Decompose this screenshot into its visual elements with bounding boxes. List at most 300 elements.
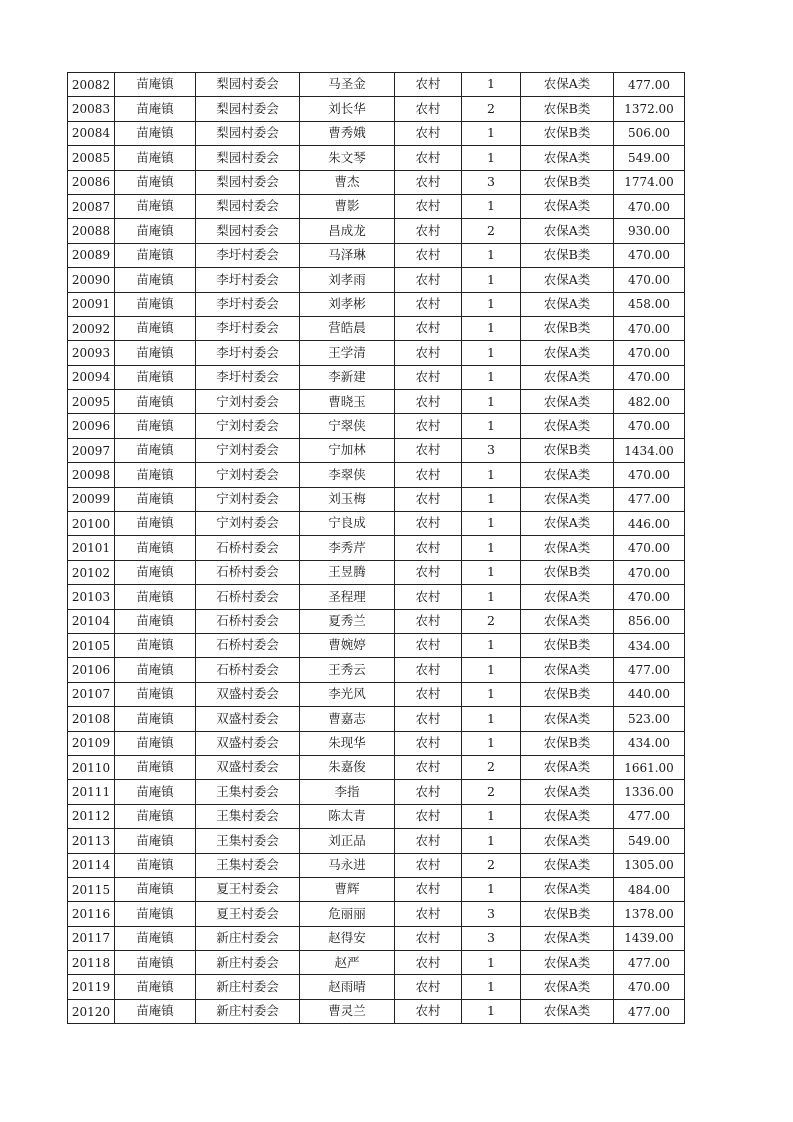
cell-village: 梨园村委会 <box>196 219 300 243</box>
cell-village: 宁刘村委会 <box>196 487 300 511</box>
cell-name: 李新建 <box>300 365 395 389</box>
cell-town: 苗庵镇 <box>115 365 196 389</box>
table-row <box>68 755 685 779</box>
cell-amount: 930.00 <box>614 219 685 243</box>
cell-id: 20103 <box>68 585 115 609</box>
cell-amount: 470.00 <box>614 243 685 267</box>
cell-id: 20105 <box>68 633 115 657</box>
cell-household-type: 农村 <box>395 243 462 267</box>
cell-count: 1 <box>462 975 521 999</box>
table-row <box>68 536 685 560</box>
cell-category: 农保A类 <box>521 707 614 731</box>
cell-amount: 856.00 <box>614 609 685 633</box>
cell-id: 20093 <box>68 341 115 365</box>
cell-category: 农保A类 <box>521 365 614 389</box>
cell-name: 曹影 <box>300 194 395 218</box>
cell-village: 梨园村委会 <box>196 146 300 170</box>
cell-name: 圣程理 <box>300 585 395 609</box>
cell-name: 朱文琴 <box>300 146 395 170</box>
cell-town: 苗庵镇 <box>115 804 196 828</box>
cell-count: 3 <box>462 926 521 950</box>
cell-town: 苗庵镇 <box>115 731 196 755</box>
cell-village: 石桥村委会 <box>196 536 300 560</box>
cell-id: 20090 <box>68 268 115 292</box>
cell-category: 农保B类 <box>521 633 614 657</box>
cell-household-type: 农村 <box>395 438 462 462</box>
cell-category: 农保B类 <box>521 97 614 121</box>
cell-amount: 470.00 <box>614 560 685 584</box>
cell-town: 苗庵镇 <box>115 536 196 560</box>
cell-name: 曹嘉志 <box>300 707 395 731</box>
cell-count: 1 <box>462 633 521 657</box>
table-row <box>68 585 685 609</box>
cell-category: 农保A类 <box>521 463 614 487</box>
cell-amount: 549.00 <box>614 146 685 170</box>
cell-amount: 477.00 <box>614 804 685 828</box>
cell-town: 苗庵镇 <box>115 512 196 536</box>
cell-id: 20112 <box>68 804 115 828</box>
cell-town: 苗庵镇 <box>115 414 196 438</box>
cell-id: 20118 <box>68 951 115 975</box>
cell-category: 农保B类 <box>521 682 614 706</box>
cell-category: 农保A类 <box>521 194 614 218</box>
cell-count: 1 <box>462 536 521 560</box>
beneficiary-table <box>67 72 685 1024</box>
cell-household-type: 农村 <box>395 341 462 365</box>
cell-village: 夏王村委会 <box>196 902 300 926</box>
cell-category: 农保A类 <box>521 755 614 779</box>
cell-household-type: 农村 <box>395 877 462 901</box>
cell-household-type: 农村 <box>395 804 462 828</box>
cell-id: 20100 <box>68 512 115 536</box>
cell-category: 农保B类 <box>521 902 614 926</box>
cell-name: 曹秀娥 <box>300 121 395 145</box>
table-row <box>68 414 685 438</box>
cell-household-type: 农村 <box>395 170 462 194</box>
cell-name: 刘孝彬 <box>300 292 395 316</box>
cell-village: 宁刘村委会 <box>196 463 300 487</box>
cell-count: 1 <box>462 951 521 975</box>
cell-count: 1 <box>462 585 521 609</box>
cell-id: 20106 <box>68 658 115 682</box>
cell-town: 苗庵镇 <box>115 585 196 609</box>
cell-household-type: 农村 <box>395 633 462 657</box>
cell-amount: 470.00 <box>614 975 685 999</box>
cell-count: 2 <box>462 219 521 243</box>
document-sheet <box>67 72 685 1024</box>
table-row <box>68 316 685 340</box>
cell-count: 1 <box>462 341 521 365</box>
cell-town: 苗庵镇 <box>115 780 196 804</box>
cell-count: 1 <box>462 316 521 340</box>
cell-count: 1 <box>462 731 521 755</box>
cell-town: 苗庵镇 <box>115 316 196 340</box>
cell-id: 20101 <box>68 536 115 560</box>
cell-village: 李圩村委会 <box>196 316 300 340</box>
cell-town: 苗庵镇 <box>115 877 196 901</box>
cell-count: 1 <box>462 877 521 901</box>
table-row <box>68 829 685 853</box>
cell-id: 20097 <box>68 438 115 462</box>
cell-household-type: 农村 <box>395 926 462 950</box>
table-row <box>68 804 685 828</box>
cell-household-type: 农村 <box>395 316 462 340</box>
cell-town: 苗庵镇 <box>115 999 196 1023</box>
cell-amount: 477.00 <box>614 487 685 511</box>
cell-id: 20087 <box>68 194 115 218</box>
cell-village: 双盛村委会 <box>196 682 300 706</box>
cell-amount: 1774.00 <box>614 170 685 194</box>
cell-category: 农保A类 <box>521 609 614 633</box>
cell-name: 刘正品 <box>300 829 395 853</box>
cell-name: 王昱腾 <box>300 560 395 584</box>
cell-count: 1 <box>462 658 521 682</box>
cell-town: 苗庵镇 <box>115 829 196 853</box>
cell-household-type: 农村 <box>395 585 462 609</box>
table-row <box>68 633 685 657</box>
cell-amount: 470.00 <box>614 414 685 438</box>
cell-amount: 470.00 <box>614 585 685 609</box>
cell-id: 20094 <box>68 365 115 389</box>
cell-name: 朱嘉俊 <box>300 755 395 779</box>
cell-name: 李翠侠 <box>300 463 395 487</box>
cell-village: 梨园村委会 <box>196 170 300 194</box>
cell-household-type: 农村 <box>395 292 462 316</box>
cell-amount: 470.00 <box>614 194 685 218</box>
table-body <box>68 73 685 1024</box>
cell-count: 1 <box>462 999 521 1023</box>
cell-household-type: 农村 <box>395 731 462 755</box>
cell-name: 朱现华 <box>300 731 395 755</box>
table-row <box>68 463 685 487</box>
cell-category: 农保A类 <box>521 999 614 1023</box>
cell-town: 苗庵镇 <box>115 609 196 633</box>
cell-id: 20116 <box>68 902 115 926</box>
cell-category: 农保A类 <box>521 219 614 243</box>
cell-household-type: 农村 <box>395 463 462 487</box>
cell-household-type: 农村 <box>395 658 462 682</box>
cell-id: 20119 <box>68 975 115 999</box>
cell-village: 王集村委会 <box>196 804 300 828</box>
cell-name: 曹婉婷 <box>300 633 395 657</box>
cell-village: 王集村委会 <box>196 853 300 877</box>
cell-name: 刘玉梅 <box>300 487 395 511</box>
cell-count: 1 <box>462 365 521 389</box>
cell-amount: 482.00 <box>614 390 685 414</box>
cell-category: 农保A类 <box>521 146 614 170</box>
cell-id: 20091 <box>68 292 115 316</box>
cell-count: 1 <box>462 121 521 145</box>
cell-amount: 1378.00 <box>614 902 685 926</box>
cell-amount: 1305.00 <box>614 853 685 877</box>
cell-name: 赵得安 <box>300 926 395 950</box>
table-row <box>68 682 685 706</box>
cell-name: 危丽丽 <box>300 902 395 926</box>
cell-household-type: 农村 <box>395 951 462 975</box>
cell-id: 20107 <box>68 682 115 706</box>
cell-name: 刘孝雨 <box>300 268 395 292</box>
table-row <box>68 487 685 511</box>
cell-count: 1 <box>462 560 521 584</box>
cell-town: 苗庵镇 <box>115 951 196 975</box>
cell-household-type: 农村 <box>395 536 462 560</box>
cell-amount: 458.00 <box>614 292 685 316</box>
cell-id: 20085 <box>68 146 115 170</box>
cell-name: 昌成龙 <box>300 219 395 243</box>
cell-household-type: 农村 <box>395 73 462 97</box>
cell-id: 20120 <box>68 999 115 1023</box>
table-row <box>68 73 685 97</box>
cell-household-type: 农村 <box>395 219 462 243</box>
cell-village: 梨园村委会 <box>196 73 300 97</box>
cell-name: 赵严 <box>300 951 395 975</box>
cell-category: 农保A类 <box>521 780 614 804</box>
cell-count: 2 <box>462 97 521 121</box>
table-row <box>68 219 685 243</box>
table-row <box>68 170 685 194</box>
cell-category: 农保B类 <box>521 170 614 194</box>
cell-household-type: 农村 <box>395 512 462 536</box>
table-row <box>68 951 685 975</box>
cell-name: 马圣金 <box>300 73 395 97</box>
cell-village: 宁刘村委会 <box>196 438 300 462</box>
cell-id: 20113 <box>68 829 115 853</box>
table-row <box>68 731 685 755</box>
cell-town: 苗庵镇 <box>115 438 196 462</box>
cell-household-type: 农村 <box>395 414 462 438</box>
cell-id: 20111 <box>68 780 115 804</box>
table-row <box>68 146 685 170</box>
cell-amount: 1372.00 <box>614 97 685 121</box>
cell-name: 夏秀兰 <box>300 609 395 633</box>
cell-village: 石桥村委会 <box>196 609 300 633</box>
table-row <box>68 877 685 901</box>
cell-town: 苗庵镇 <box>115 487 196 511</box>
cell-town: 苗庵镇 <box>115 560 196 584</box>
cell-town: 苗庵镇 <box>115 682 196 706</box>
cell-count: 3 <box>462 170 521 194</box>
cell-id: 20110 <box>68 755 115 779</box>
cell-town: 苗庵镇 <box>115 170 196 194</box>
cell-count: 1 <box>462 146 521 170</box>
cell-village: 新庄村委会 <box>196 926 300 950</box>
cell-name: 李指 <box>300 780 395 804</box>
cell-town: 苗庵镇 <box>115 341 196 365</box>
cell-town: 苗庵镇 <box>115 73 196 97</box>
cell-village: 王集村委会 <box>196 780 300 804</box>
cell-name: 刘长华 <box>300 97 395 121</box>
cell-count: 3 <box>462 902 521 926</box>
cell-count: 1 <box>462 487 521 511</box>
cell-amount: 434.00 <box>614 731 685 755</box>
cell-village: 李圩村委会 <box>196 268 300 292</box>
cell-category: 农保A类 <box>521 951 614 975</box>
cell-household-type: 农村 <box>395 707 462 731</box>
cell-category: 农保A类 <box>521 292 614 316</box>
cell-town: 苗庵镇 <box>115 97 196 121</box>
cell-household-type: 农村 <box>395 390 462 414</box>
cell-category: 农保B类 <box>521 243 614 267</box>
cell-name: 马永进 <box>300 853 395 877</box>
cell-village: 宁刘村委会 <box>196 512 300 536</box>
table-row <box>68 609 685 633</box>
cell-name: 宁翠侠 <box>300 414 395 438</box>
table-row <box>68 707 685 731</box>
cell-name: 曹晓玉 <box>300 390 395 414</box>
cell-id: 20086 <box>68 170 115 194</box>
cell-id: 20098 <box>68 463 115 487</box>
cell-amount: 506.00 <box>614 121 685 145</box>
cell-village: 梨园村委会 <box>196 121 300 145</box>
cell-amount: 470.00 <box>614 365 685 389</box>
cell-id: 20115 <box>68 877 115 901</box>
table-row <box>68 999 685 1023</box>
cell-town: 苗庵镇 <box>115 390 196 414</box>
table-row <box>68 560 685 584</box>
cell-village: 双盛村委会 <box>196 707 300 731</box>
cell-town: 苗庵镇 <box>115 853 196 877</box>
cell-id: 20108 <box>68 707 115 731</box>
cell-category: 农保A类 <box>521 829 614 853</box>
table-row <box>68 365 685 389</box>
cell-household-type: 农村 <box>395 999 462 1023</box>
cell-household-type: 农村 <box>395 268 462 292</box>
cell-id: 20099 <box>68 487 115 511</box>
cell-id: 20082 <box>68 73 115 97</box>
cell-id: 20104 <box>68 609 115 633</box>
cell-category: 农保A类 <box>521 414 614 438</box>
cell-amount: 470.00 <box>614 268 685 292</box>
table-row <box>68 902 685 926</box>
cell-household-type: 农村 <box>395 755 462 779</box>
cell-village: 李圩村委会 <box>196 365 300 389</box>
cell-category: 农保A类 <box>521 658 614 682</box>
cell-household-type: 农村 <box>395 975 462 999</box>
cell-household-type: 农村 <box>395 146 462 170</box>
cell-household-type: 农村 <box>395 97 462 121</box>
cell-amount: 470.00 <box>614 316 685 340</box>
cell-amount: 477.00 <box>614 951 685 975</box>
cell-amount: 523.00 <box>614 707 685 731</box>
cell-category: 农保B类 <box>521 560 614 584</box>
cell-count: 1 <box>462 268 521 292</box>
cell-id: 20102 <box>68 560 115 584</box>
cell-name: 李光风 <box>300 682 395 706</box>
cell-amount: 477.00 <box>614 658 685 682</box>
cell-town: 苗庵镇 <box>115 268 196 292</box>
cell-id: 20114 <box>68 853 115 877</box>
cell-amount: 1434.00 <box>614 438 685 462</box>
cell-name: 王秀云 <box>300 658 395 682</box>
cell-town: 苗庵镇 <box>115 219 196 243</box>
cell-count: 1 <box>462 829 521 853</box>
cell-name: 曹灵兰 <box>300 999 395 1023</box>
table-row <box>68 438 685 462</box>
table-row <box>68 194 685 218</box>
cell-count: 1 <box>462 463 521 487</box>
cell-category: 农保A类 <box>521 975 614 999</box>
cell-town: 苗庵镇 <box>115 292 196 316</box>
table-row <box>68 658 685 682</box>
cell-name: 王学清 <box>300 341 395 365</box>
cell-category: 农保A类 <box>521 877 614 901</box>
cell-town: 苗庵镇 <box>115 902 196 926</box>
cell-amount: 1439.00 <box>614 926 685 950</box>
cell-village: 李圩村委会 <box>196 292 300 316</box>
cell-name: 曹辉 <box>300 877 395 901</box>
table-row <box>68 853 685 877</box>
cell-category: 农保B类 <box>521 731 614 755</box>
table-row <box>68 512 685 536</box>
cell-name: 曹杰 <box>300 170 395 194</box>
cell-id: 20088 <box>68 219 115 243</box>
cell-id: 20096 <box>68 414 115 438</box>
cell-town: 苗庵镇 <box>115 707 196 731</box>
cell-village: 新庄村委会 <box>196 999 300 1023</box>
cell-household-type: 农村 <box>395 194 462 218</box>
cell-town: 苗庵镇 <box>115 926 196 950</box>
cell-amount: 440.00 <box>614 682 685 706</box>
table-row <box>68 97 685 121</box>
cell-household-type: 农村 <box>395 560 462 584</box>
cell-town: 苗庵镇 <box>115 975 196 999</box>
cell-village: 双盛村委会 <box>196 755 300 779</box>
cell-category: 农保A类 <box>521 585 614 609</box>
cell-village: 双盛村委会 <box>196 731 300 755</box>
cell-village: 梨园村委会 <box>196 194 300 218</box>
cell-town: 苗庵镇 <box>115 463 196 487</box>
cell-count: 1 <box>462 243 521 267</box>
cell-village: 新庄村委会 <box>196 975 300 999</box>
cell-household-type: 农村 <box>395 487 462 511</box>
cell-id: 20089 <box>68 243 115 267</box>
cell-amount: 1336.00 <box>614 780 685 804</box>
cell-name: 李秀芹 <box>300 536 395 560</box>
cell-amount: 1661.00 <box>614 755 685 779</box>
cell-count: 1 <box>462 194 521 218</box>
cell-household-type: 农村 <box>395 829 462 853</box>
cell-household-type: 农村 <box>395 902 462 926</box>
table-row <box>68 341 685 365</box>
cell-category: 农保A类 <box>521 926 614 950</box>
cell-household-type: 农村 <box>395 853 462 877</box>
cell-town: 苗庵镇 <box>115 243 196 267</box>
cell-town: 苗庵镇 <box>115 658 196 682</box>
cell-category: 农保A类 <box>521 73 614 97</box>
cell-village: 宁刘村委会 <box>196 390 300 414</box>
cell-count: 2 <box>462 853 521 877</box>
cell-name: 赵雨晴 <box>300 975 395 999</box>
cell-amount: 477.00 <box>614 999 685 1023</box>
cell-town: 苗庵镇 <box>115 121 196 145</box>
cell-count: 2 <box>462 609 521 633</box>
cell-amount: 549.00 <box>614 829 685 853</box>
cell-town: 苗庵镇 <box>115 146 196 170</box>
cell-category: 农保A类 <box>521 536 614 560</box>
table-row <box>68 268 685 292</box>
cell-category: 农保B类 <box>521 316 614 340</box>
cell-category: 农保A类 <box>521 341 614 365</box>
cell-village: 石桥村委会 <box>196 560 300 584</box>
table-row <box>68 975 685 999</box>
cell-count: 1 <box>462 682 521 706</box>
cell-village: 石桥村委会 <box>196 658 300 682</box>
cell-id: 20092 <box>68 316 115 340</box>
cell-village: 李圩村委会 <box>196 341 300 365</box>
cell-category: 农保A类 <box>521 853 614 877</box>
cell-household-type: 农村 <box>395 365 462 389</box>
cell-id: 20095 <box>68 390 115 414</box>
